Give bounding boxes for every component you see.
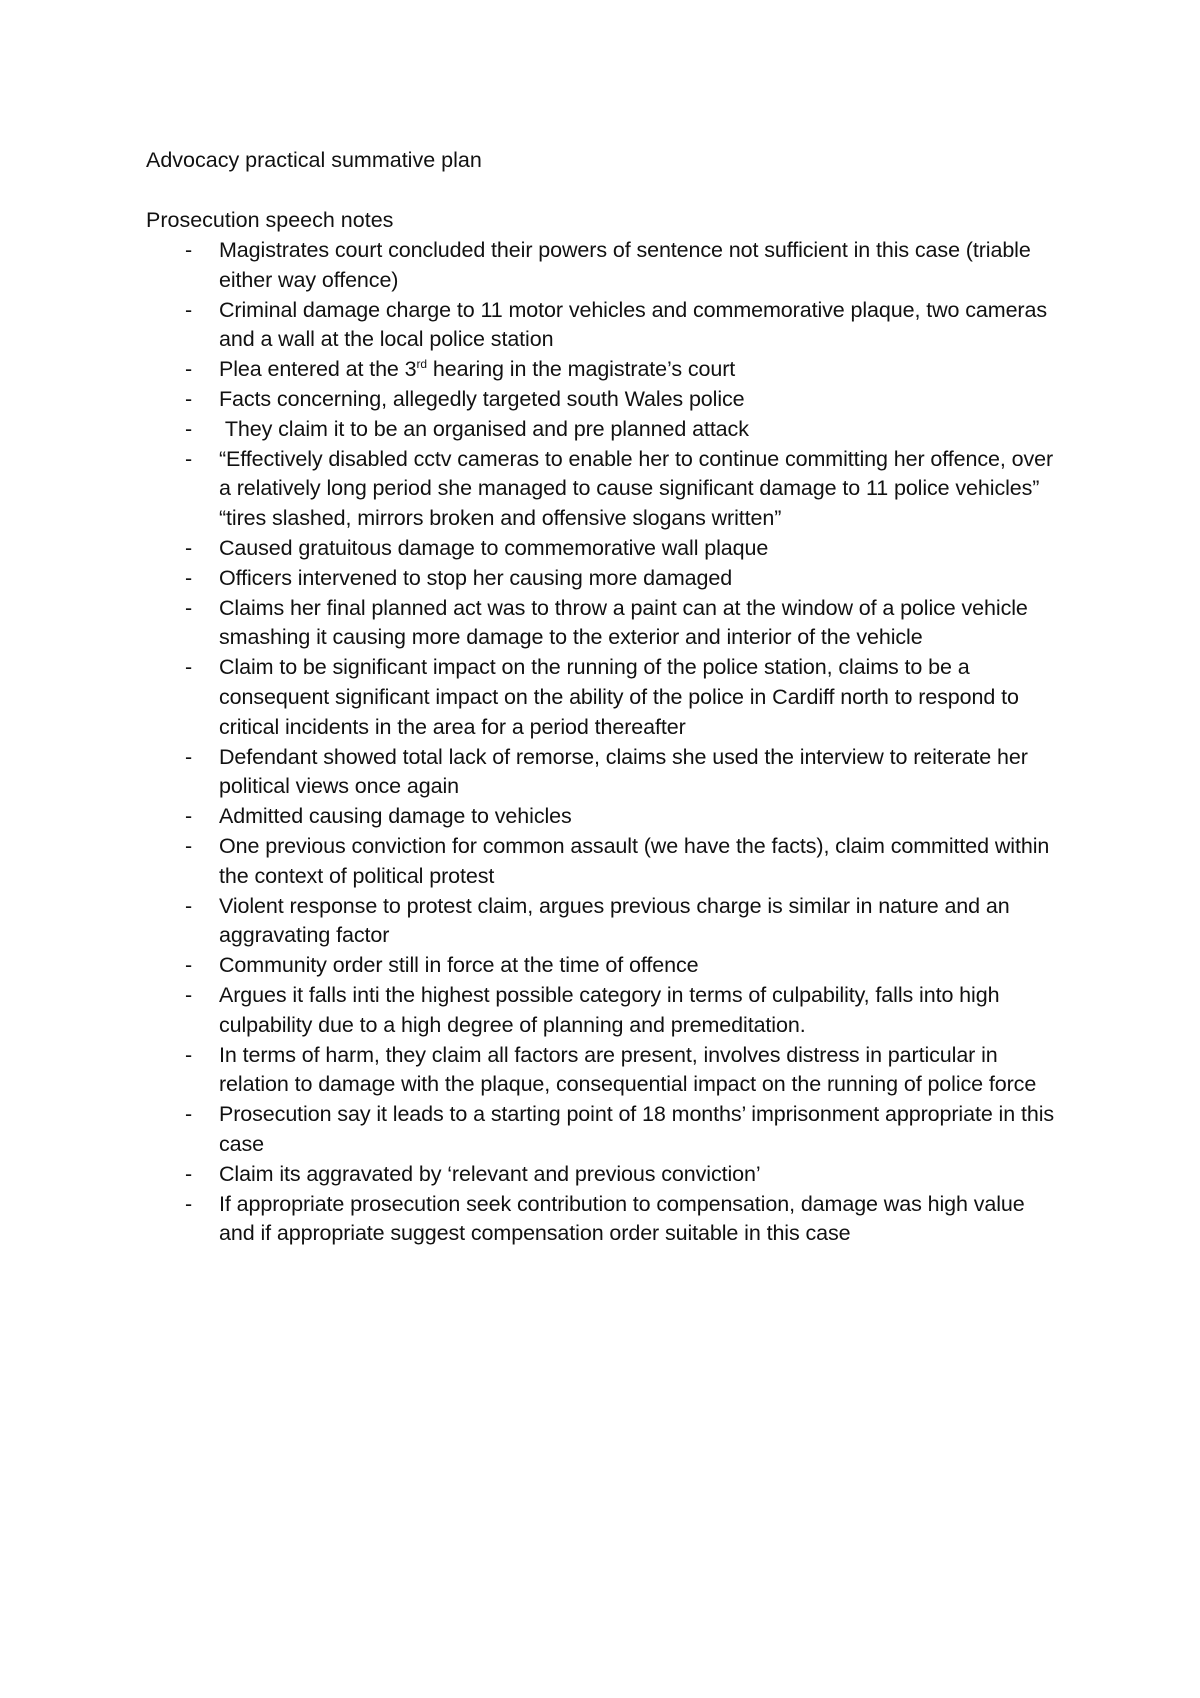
list-item: [146, 1190, 1066, 1250]
dash-bullet-icon: -: [185, 386, 193, 411]
note-text: “Effectively disabled cctv cameras to enable her to continue committing her offence, over a relatively long period she managed to cause significant damage to 11 police vehicles” “tires slashed, mirrors broken and offensive slogans written”: [219, 446, 1054, 531]
list-item: [146, 802, 1066, 832]
note-text: Officers intervened to stop her causing more damaged: [219, 565, 733, 590]
dash-bullet-icon: -: [185, 1161, 193, 1186]
note-text: One previous conviction for common assault (we have the facts), claim committed within the context of political protest: [219, 833, 1050, 888]
dash-bullet-icon: -: [185, 565, 193, 590]
dash-bullet-icon: -: [185, 297, 193, 322]
dash-bullet-icon: -: [185, 833, 193, 858]
dash-bullet-icon: -: [185, 238, 193, 262]
note-text: Claim to be significant impact on the running of the police station, claims to be a consequent significant impact on the ability of the police in Cardiff north to respond to critical incidents in the area for a period thereafter: [219, 655, 1019, 739]
dash-bullet-icon: -: [185, 953, 193, 978]
list-item: [146, 296, 1066, 356]
dash-bullet-icon: -: [185, 804, 193, 829]
note-text: Claims her final planned act was to throw a paint can at the window of a police vehicle smashing it causing more damage to the exterior and interior of the vehicle: [219, 595, 1028, 650]
list-item: [146, 1041, 1066, 1101]
note-text: If appropriate prosecution seek contribution to compensation, damage was high value and if appropriate suggest compensation order suitable in this case: [219, 1191, 1025, 1246]
note-text-after: hearing in the magistrate’s court: [427, 357, 736, 382]
list-item: [146, 355, 1066, 385]
list-item: [146, 564, 1066, 594]
list-item: [146, 951, 1066, 981]
list-item: [146, 594, 1066, 654]
dash-bullet-icon: -: [185, 595, 193, 620]
list-item: [146, 1160, 1066, 1190]
list-item: [146, 981, 1066, 1041]
dash-bullet-icon: -: [185, 1102, 193, 1127]
note-text: Facts concerning, allegedly targeted south Wales police: [219, 386, 745, 411]
note-text: Community order still in force at the time of offence: [219, 953, 699, 978]
note-text: Violent response to protest claim, argues previous charge is similar in nature and an aggravating factor: [219, 893, 1010, 948]
note-text: Claim its aggravated by ‘relevant and previous conviction’: [219, 1161, 761, 1186]
section-heading: Prosecution speech notes: [146, 208, 394, 232]
document-title: Advocacy practical summative plan: [146, 148, 482, 172]
dash-bullet-icon: -: [185, 893, 193, 918]
dash-bullet-icon: -: [185, 655, 193, 680]
note-text: [219, 357, 735, 381]
list-item: [146, 534, 1066, 564]
list-item: [146, 832, 1066, 892]
list-item: [146, 892, 1066, 952]
list-item: [146, 743, 1066, 803]
list-item: [146, 385, 1066, 415]
note-text: Admitted causing damage to vehicles: [219, 804, 572, 829]
prosecution-notes-list: [146, 236, 1066, 1249]
list-item: [146, 1100, 1066, 1160]
list-item: [146, 415, 1066, 445]
note-text: In terms of harm, they claim all factors are present, involves distress in particular in relation to damage with the plaque, consequential impact on the running of police force: [219, 1042, 1037, 1097]
note-text-before: Plea entered at the 3: [219, 357, 417, 382]
dash-bullet-icon: -: [185, 1042, 193, 1067]
note-text: Caused gratuitous damage to commemorative wall plaque: [219, 535, 769, 560]
ordinal-superscript: rd: [416, 357, 428, 372]
note-text: Defendant showed total lack of remorse, claims she used the interview to reiterate her political views once again: [219, 744, 1028, 799]
dash-bullet-icon: -: [185, 982, 193, 1007]
note-text: Argues it falls inti the highest possible category in terms of culpability, falls into high culpability due to a high degree of planning and premeditation.: [219, 982, 1000, 1037]
note-text: They claim it to be an organised and pre planned attack: [219, 416, 749, 441]
list-item: [146, 653, 1066, 742]
list-item: [146, 445, 1066, 534]
dash-bullet-icon: -: [185, 744, 193, 769]
list-item: [146, 236, 1066, 296]
dash-bullet-icon: -: [185, 446, 193, 471]
note-text: Criminal damage charge to 11 motor vehicles and commemorative plaque, two cameras and a wall at the local police station: [219, 297, 1047, 352]
dash-bullet-icon: -: [185, 416, 193, 441]
dash-bullet-icon: -: [185, 1191, 193, 1216]
dash-bullet-icon: -: [185, 535, 193, 560]
note-text: Prosecution say it leads to a starting point of 18 months’ imprisonment appropriate in this case: [219, 1102, 1055, 1156]
dash-bullet-icon: -: [185, 357, 193, 382]
note-text: Magistrates court concluded their powers of sentence not sufficient in this case (triable either way offence): [219, 238, 1031, 292]
